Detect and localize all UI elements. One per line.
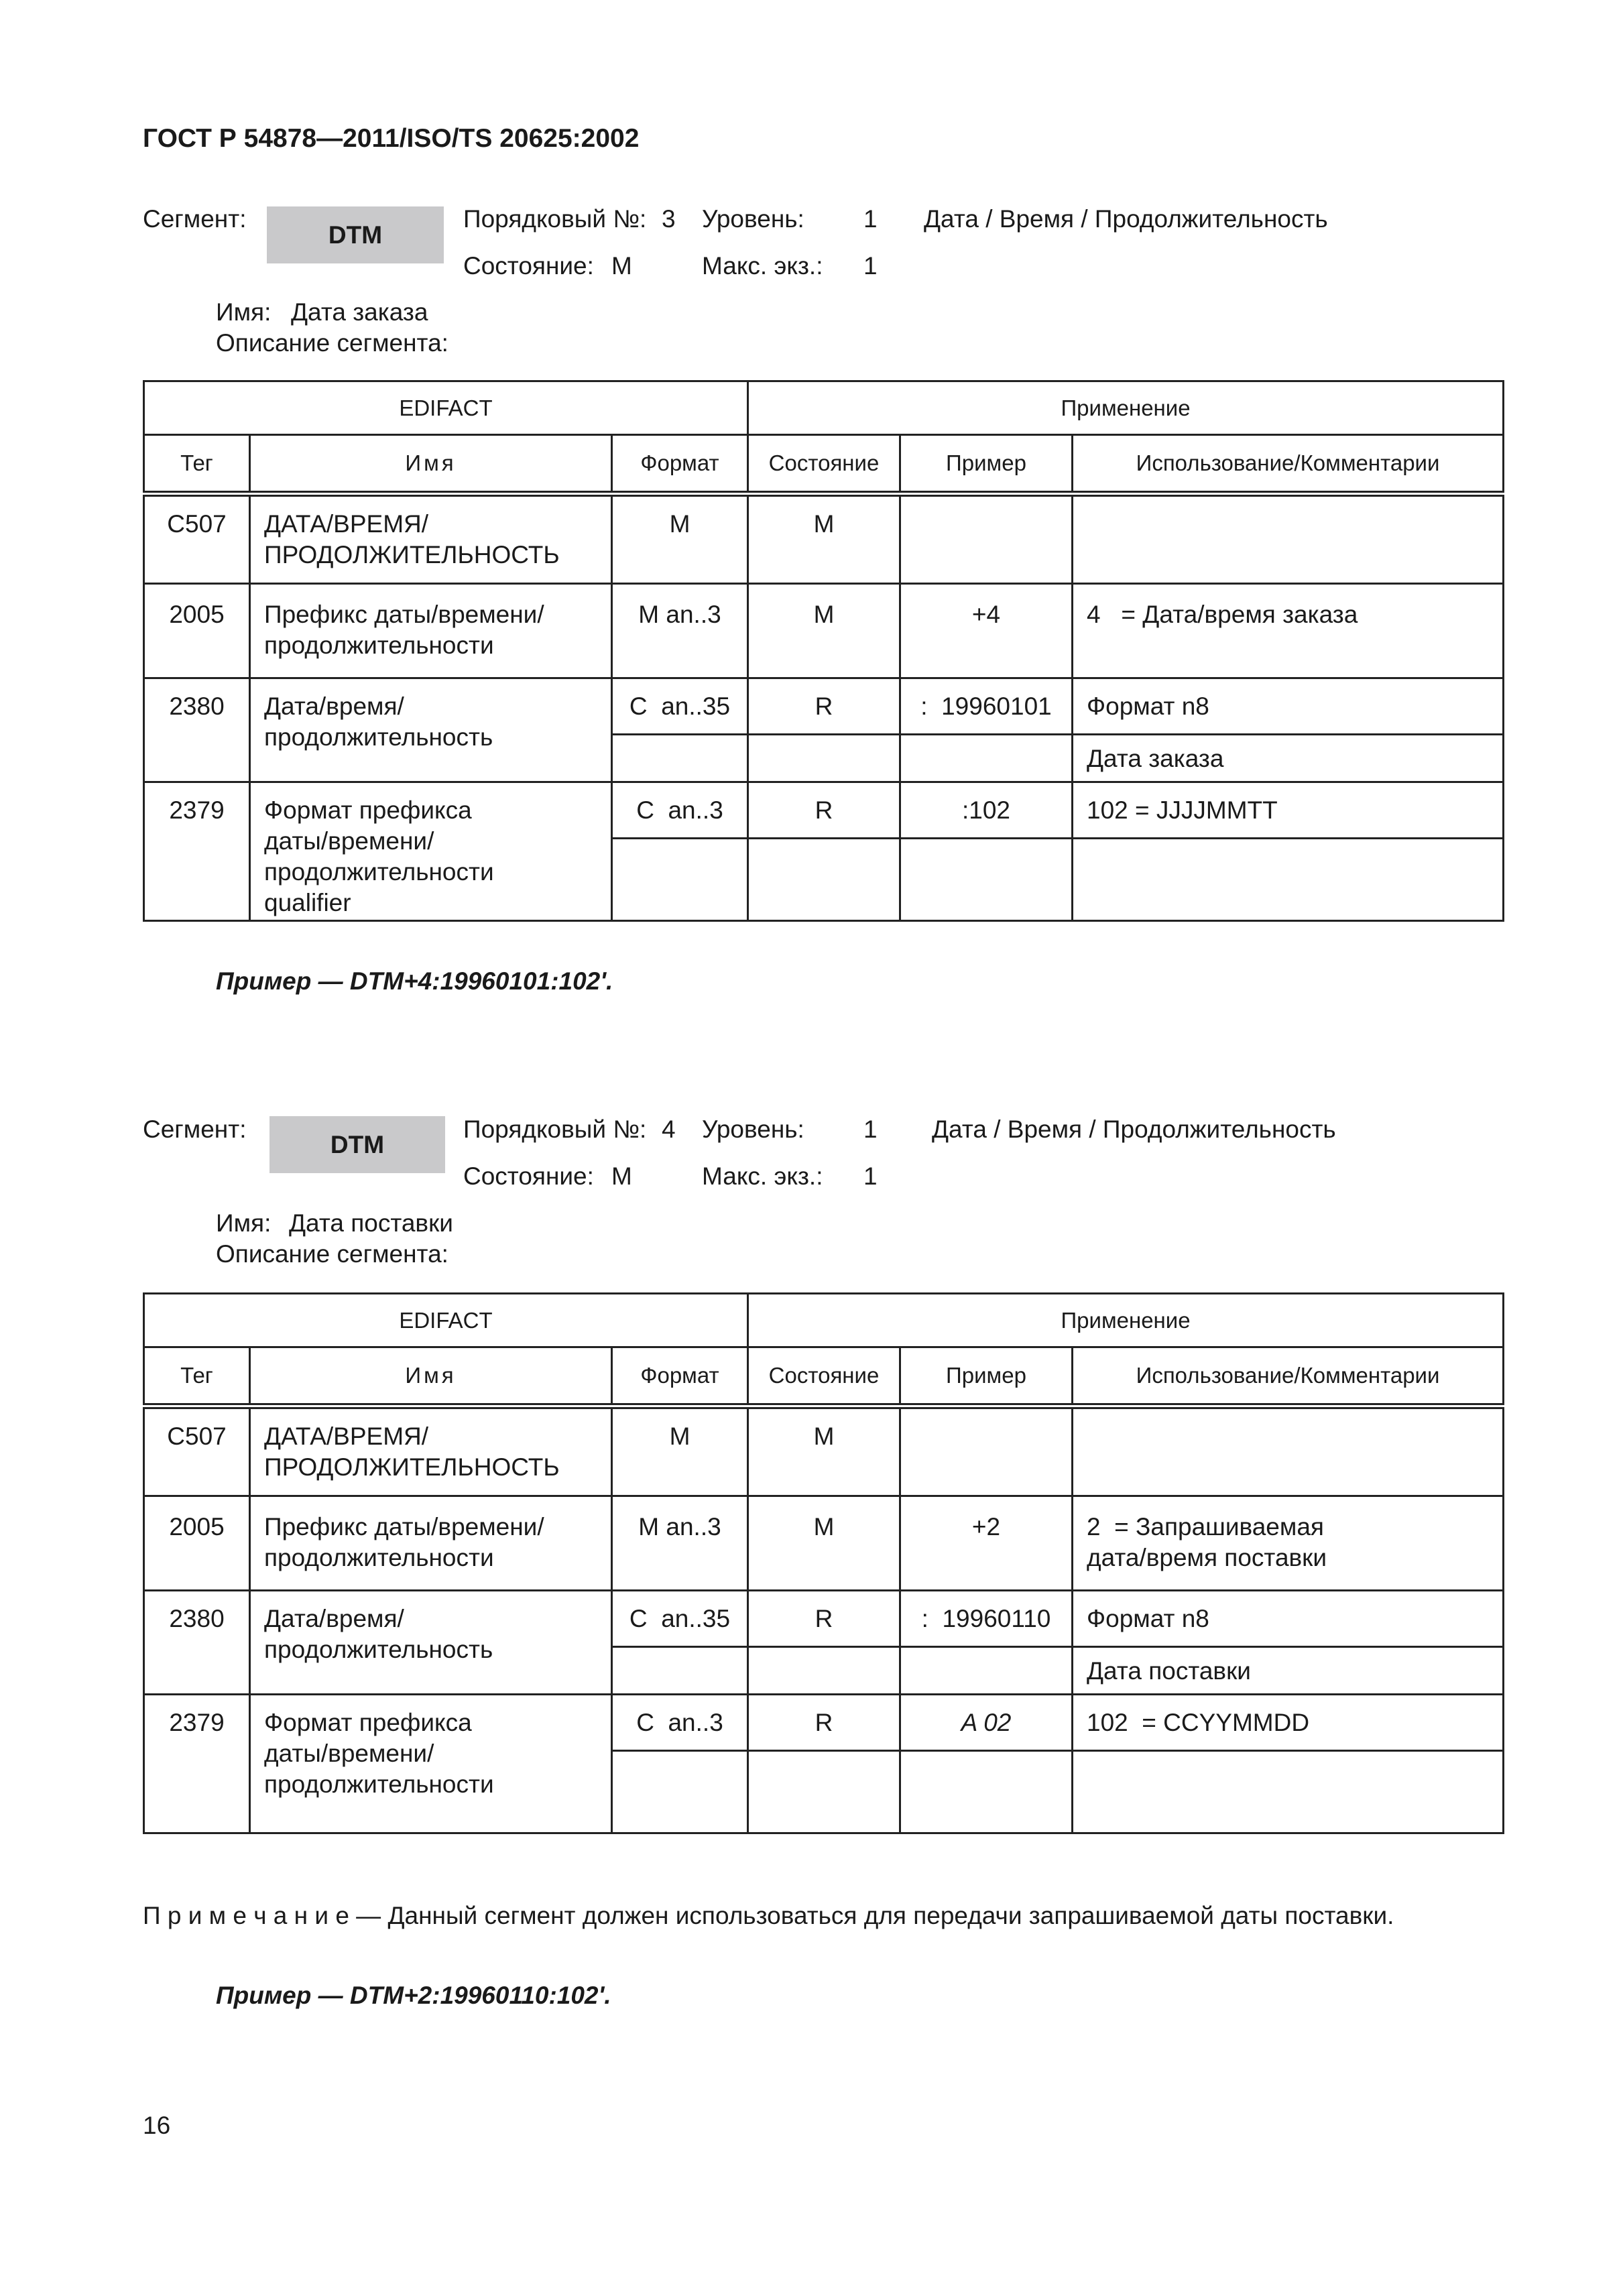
cell-usage [1073,1406,1504,1496]
example-line: Пример — DTM+2:19960110:102'. [216,1982,611,2009]
cell-format: C an..3 [612,782,748,839]
segment-title: Дата / Время / Продолжительность [932,1115,1336,1143]
col-tag: Тег [144,1347,250,1406]
cell-example: A 02 [900,1695,1073,1751]
cell-name: Префикс даты/времени/ продолжительности [250,584,612,678]
table-row [144,1591,1504,1647]
cell-usage: Дата поставки [1073,1647,1504,1695]
cell-tag: 2005 [144,584,250,678]
cell-state: R [748,782,900,839]
state-label: Состояние: [463,1162,594,1190]
col-name: Имя [250,435,612,494]
cell-example: : 19960101 [900,678,1073,735]
cell-example [900,494,1073,584]
name-label: Имя: [216,298,272,326]
note-text: П р и м е ч а н и е — Данный сегмент должен использоваться для передачи запрашиваемой даты поставки. [143,1902,1394,1929]
cell-name: Дата/время/ продолжительность [250,1591,612,1695]
col-format: Формат [612,1347,748,1406]
table-row [144,678,1504,735]
cell-format: C an..35 [612,678,748,735]
max-occ-value: 1 [863,252,878,280]
application-header: Применение [748,381,1504,435]
cell-tag: 2005 [144,1496,250,1591]
cell-usage: 102 = JJJJMMTT [1073,782,1504,839]
name-label: Имя: [216,1209,272,1237]
table-row [144,584,1504,678]
level-value: 1 [863,205,878,233]
cell-tag: C507 [144,1406,250,1496]
cell-example: : 19960110 [900,1591,1073,1647]
cell-tag: 2380 [144,1591,250,1695]
cell-name: Префикс даты/времени/ продолжительности [250,1496,612,1591]
cell-name: ДАТА/ВРЕМЯ/ ПРОДОЛЖИТЕЛЬНОСТЬ [250,494,612,584]
state-label: Состояние: [463,252,594,280]
ordinal-value: 3 [662,205,676,233]
cell-name: ДАТА/ВРЕМЯ/ ПРОДОЛЖИТЕЛЬНОСТЬ [250,1406,612,1496]
description-label: Описание сегмента: [216,1240,448,1268]
col-tag: Тег [144,435,250,494]
table-group-header [144,381,1504,435]
document-header: ГОСТ Р 54878—2011/ISO/TS 20625:2002 [143,124,640,153]
col-name: Имя [250,1347,612,1406]
col-example: Пример [900,1347,1073,1406]
cell-state: M [748,1496,900,1591]
cell-state: M [748,1406,900,1496]
segment-label: Сегмент: [143,1115,247,1143]
cell-format: M an..3 [612,1496,748,1591]
cell-empty [612,1751,748,1833]
col-usage: Использование/Комментарии [1073,1347,1504,1406]
table-row [144,1406,1504,1496]
ordinal-label: Порядковый №: [463,1115,647,1143]
table-row [144,782,1504,839]
cell-empty [1073,1751,1504,1833]
cell-usage: 2 = Запрашиваемая дата/время поставки [1073,1496,1504,1591]
col-format: Формат [612,435,748,494]
segment-label: Сегмент: [143,205,247,233]
cell-state: R [748,1695,900,1751]
cell-tag: 2380 [144,678,250,782]
cell-format: C an..35 [612,1591,748,1647]
cell-empty [612,735,748,782]
cell-empty [900,1647,1073,1695]
segment-table-2 [143,1292,1504,1834]
cell-usage: Формат n8 [1073,678,1504,735]
page-number: 16 [143,2112,171,2139]
ordinal-value: 4 [662,1115,676,1143]
col-state: Состояние [748,435,900,494]
cell-empty [900,735,1073,782]
cell-name: Дата/время/ продолжительность [250,678,612,782]
cell-usage [1073,494,1504,584]
state-value: M [611,1162,632,1190]
cell-usage: Формат n8 [1073,1591,1504,1647]
cell-example: +4 [900,584,1073,678]
application-header: Применение [748,1294,1504,1347]
cell-example: :102 [900,782,1073,839]
cell-tag: C507 [144,494,250,584]
edifact-header: EDIFACT [144,381,748,435]
cell-usage: 4 = Дата/время заказа [1073,584,1504,678]
table-column-header [144,1347,1504,1406]
segment-table-1 [143,380,1504,922]
cell-tag: 2379 [144,1695,250,1833]
table-column-header [144,435,1504,494]
cell-name: Формат префикса даты/времени/ продолжительности qualifier [250,782,612,921]
max-occ-label: Макс. экз.: [702,1162,823,1190]
table-row [144,1695,1504,1751]
level-label: Уровень: [702,1115,804,1143]
cell-empty [748,839,900,921]
example-line: Пример — DTM+4:19960101:102'. [216,967,613,995]
cell-format: M an..3 [612,584,748,678]
col-example: Пример [900,435,1073,494]
cell-empty [748,735,900,782]
cell-usage: 102 = CCYYMMDD [1073,1695,1504,1751]
cell-empty [900,839,1073,921]
name-value: Дата поставки [289,1209,453,1237]
cell-state: M [748,584,900,678]
cell-state: R [748,1591,900,1647]
col-usage: Использование/Комментарии [1073,435,1504,494]
max-occ-value: 1 [863,1162,878,1190]
cell-empty [748,1751,900,1833]
cell-format: M [612,494,748,584]
table-row [144,1496,1504,1591]
table-group-header [144,1294,1504,1347]
level-label: Уровень: [702,205,804,233]
cell-example: +2 [900,1496,1073,1591]
max-occ-label: Макс. экз.: [702,252,823,280]
edifact-header: EDIFACT [144,1294,748,1347]
cell-empty [748,1647,900,1695]
cell-usage: Дата заказа [1073,735,1504,782]
cell-tag: 2379 [144,782,250,921]
level-value: 1 [863,1115,878,1143]
segment-code-badge: DTM [269,1116,445,1173]
cell-example [900,1406,1073,1496]
cell-format: M [612,1406,748,1496]
cell-empty [612,1647,748,1695]
cell-state: R [748,678,900,735]
cell-empty [1073,839,1504,921]
cell-empty [612,839,748,921]
col-state: Состояние [748,1347,900,1406]
cell-empty [900,1751,1073,1833]
cell-name: Формат префикса даты/времени/ продолжительности [250,1695,612,1833]
name-value: Дата заказа [291,298,428,326]
segment-code-badge: DTM [267,206,444,263]
cell-state: M [748,494,900,584]
ordinal-label: Порядковый №: [463,205,647,233]
cell-format: C an..3 [612,1695,748,1751]
table-row [144,494,1504,584]
state-value: M [611,252,632,280]
description-label: Описание сегмента: [216,329,448,357]
segment-title: Дата / Время / Продолжительность [924,205,1328,233]
